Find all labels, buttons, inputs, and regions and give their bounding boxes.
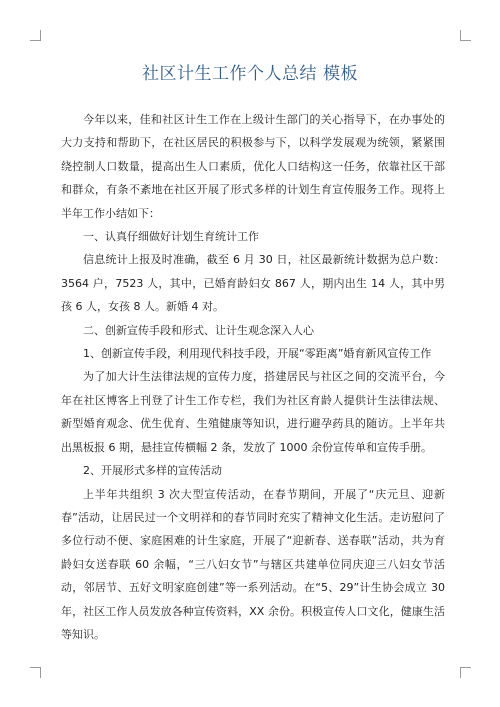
crop-mark-bottom-left [30,667,41,678]
section-heading-statistics: 一、认真仔细做好计划生育统计工作 [83,230,259,244]
document-body [61,108,445,646]
statistics-paragraph: 信息统计上报及时准确，截至 6 月 30 日，社区最新统计数据为总户数：3564 户，7523 人，其中，已婚育龄妇女 867 人，期内出生 14 人，其中男孩 6 人，女孩 8 人。新婚 4 对。 [61,253,445,314]
crop-mark-bottom-right [460,667,471,678]
intro-paragraph: 今年以来，佳和社区计生工作在上级计生部门的关心指导下，在办事处的大力支持和帮助下，在社区居民的积极参与下，以科学发展观为统领，紧紧围绕控制人口数量，提高出生人口素质，优化人口结构这一任务，依靠社区干部和群众，有条不紊地在社区开展了形式多样的计划生育宣传服务工作。现将上半年工作小结如下： [61,113,445,220]
subsection-heading-activities: 2、开展形式多样的宣传活动 [83,464,222,478]
activities-paragraph: 上半年共组织 3 次大型宣传活动，在春节期间，开展了“庆元旦、迎新春”活动，让居民过一个文明祥和的春节同时充实了精神文化生活。走访慰问了多位行动不便、家庭困难的计生家庭，开展了“迎新春、送春联”活动，共为育龄妇女送春联 60 余幅，“三八妇女节”与辖区共建单位同庆迎三八妇女节活动，邻居节、五好文明家庭创建”等一系列活动。在“5、29”计生协会成立 30 年，社区工作人员发放各种宣传资料，XX 余份。积极宣传人口文化，健康生活等知识。 [61,487,445,641]
document-title: 社区计生工作个人总结 模板 [142,64,358,84]
subsection-heading-technology: 1、创新宣传手段，利用现代科技手段，开展“零距离”婚育新风宣传工作 [83,347,432,361]
crop-mark-top-right [460,30,471,41]
technology-paragraph: 为了加大计生法律法规的宣传力度，搭建居民与社区之间的交流平台，今年在社区博客上刊登了计生工作专栏，我们为社区育龄人提供计生法律法规、新型婚育观念、优生优育、生殖健康等知识，进行避孕药具的随访。上半年共出黑板报 6 期，悬挂宣传横幅 2 条，发放了 1000 余份宣传单和宣传手册。 [61,370,445,454]
crop-mark-top-left [30,30,41,41]
section-heading-publicity: 二、创新宣传手段和形式、让计生观念深入人心 [83,323,314,337]
